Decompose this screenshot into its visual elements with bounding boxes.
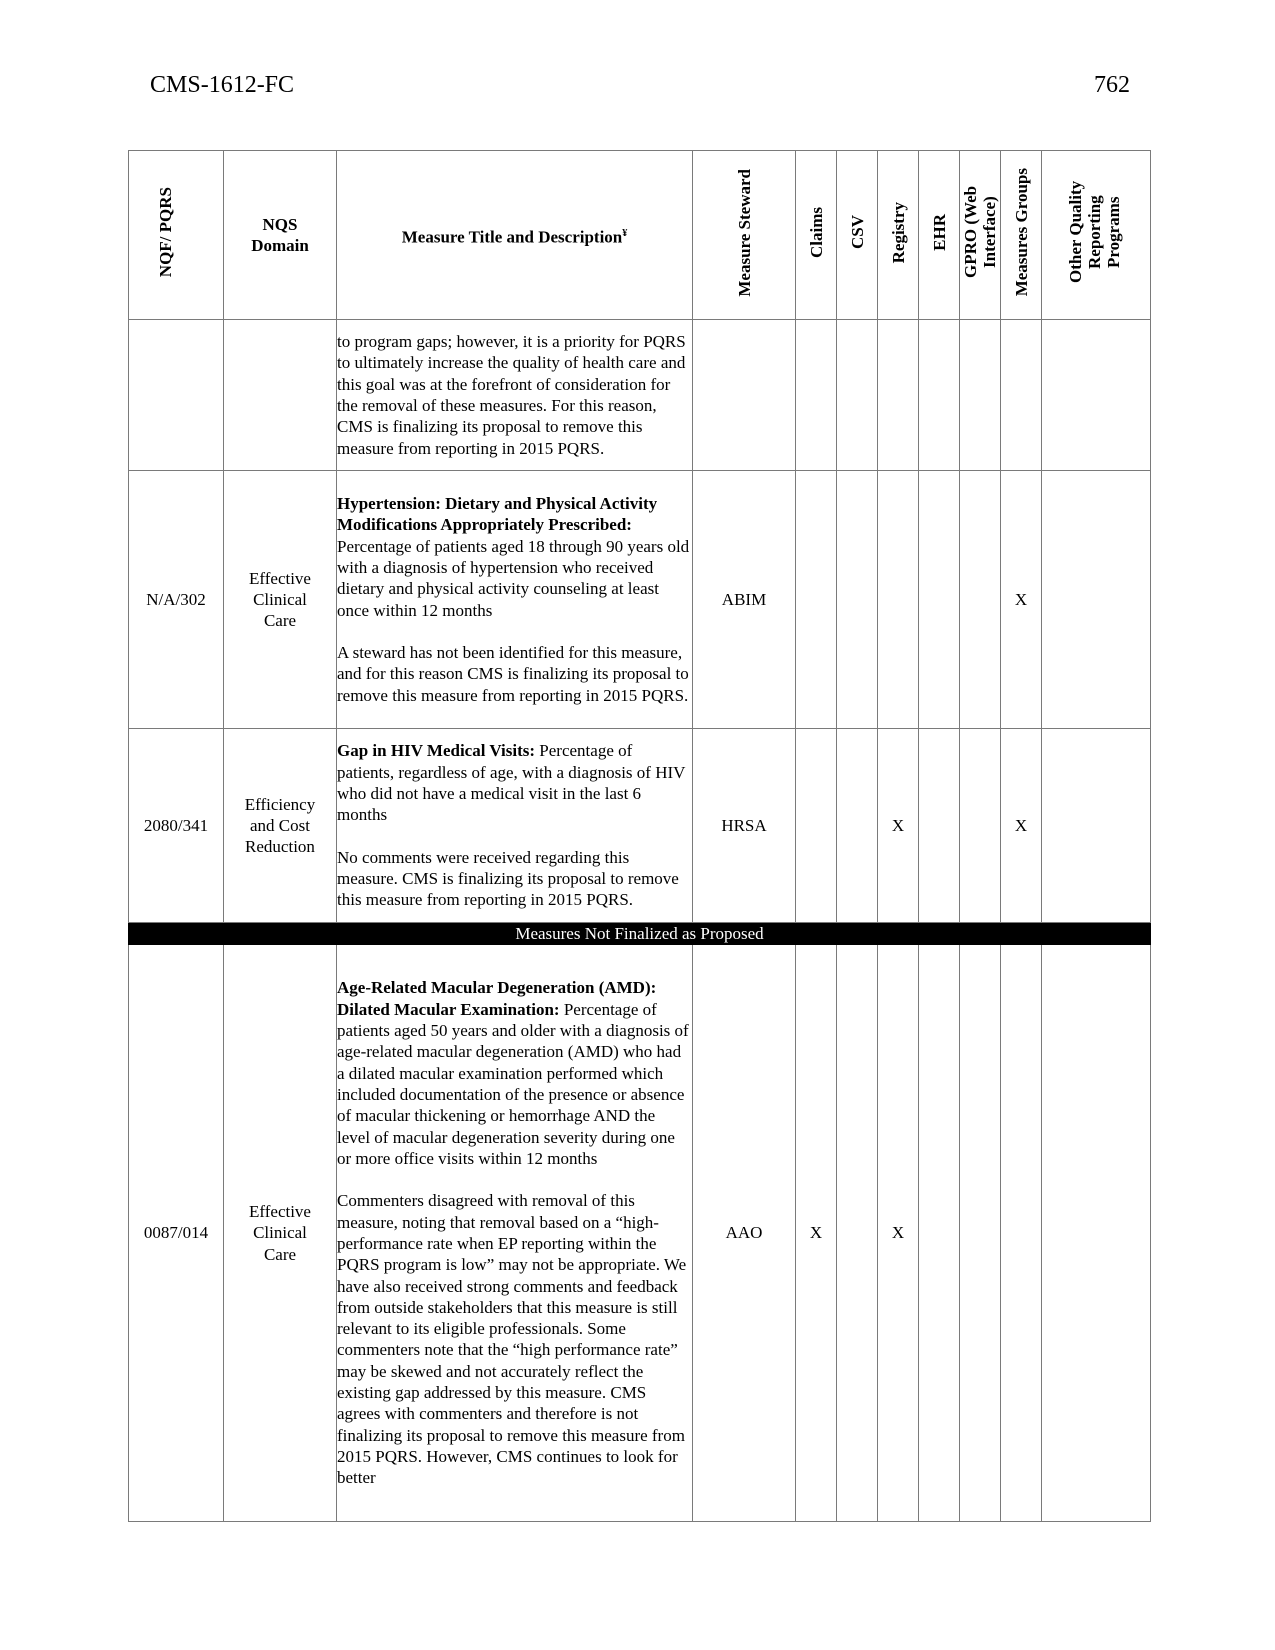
measure-comment: to program gaps; however, it is a priority for PQRS to ultimately increase the quality of health care and this goal was at the forefront of consideration for the removal of these measures. For this reason, CMS is finalizing its proposal to remove this measure from reporting in 2015 PQRS.	[337, 332, 686, 458]
gpro-cell	[960, 471, 1001, 729]
table-row	[129, 945, 1151, 1522]
col-header-nqf-pqrs: NQF/ PQRS	[129, 151, 224, 320]
col-header-registry: Registry	[878, 151, 919, 320]
csv-cell	[837, 729, 878, 923]
registry-cell	[878, 471, 919, 729]
measures-groups-cell: X	[1001, 471, 1042, 729]
page-header	[150, 72, 1130, 106]
table-row	[129, 729, 1151, 923]
nqf-pqrs-cell: 0087/014	[129, 945, 224, 1522]
other-programs-cell	[1042, 320, 1151, 471]
col-header-ehr: EHR	[919, 151, 960, 320]
claims-cell	[796, 471, 837, 729]
measure-description-cell	[337, 729, 693, 923]
yen-footnote-mark: ¥	[622, 227, 628, 239]
measure-comment: A steward has not been identified for this measure, and for this reason CMS is finalizing its proposal to remove this measure from reporting in 2015 PQRS.	[337, 643, 689, 705]
steward-cell: ABIM	[693, 471, 796, 729]
table-row	[129, 471, 1151, 729]
claims-cell: X	[796, 945, 837, 1522]
claims-cell	[796, 320, 837, 471]
col-header-claims: Claims	[796, 151, 837, 320]
ehr-cell	[919, 471, 960, 729]
measure-desc: Percentage of patients aged 18 through 90 years old with a diagnosis of hypertension who received dietary and physical activity counseling at least once within 12 months	[337, 536, 690, 620]
col-header-csv: CSV	[837, 151, 878, 320]
nqf-pqrs-cell	[129, 320, 224, 471]
csv-cell	[837, 471, 878, 729]
csv-cell	[837, 320, 878, 471]
measures-table	[128, 150, 1151, 1522]
registry-cell: X	[878, 945, 919, 1522]
ehr-cell	[919, 729, 960, 923]
gpro-cell	[960, 729, 1001, 923]
gpro-cell	[960, 320, 1001, 471]
nqf-pqrs-cell: 2080/341	[129, 729, 224, 923]
measures-groups-cell	[1001, 945, 1042, 1522]
table-row	[129, 320, 1151, 471]
measure-description-cell	[337, 471, 693, 729]
steward-cell: HRSA	[693, 729, 796, 923]
measure-title: Gap in HIV Medical Visits:	[337, 741, 536, 761]
other-programs-cell	[1042, 729, 1151, 923]
measure-comment: Commenters disagreed with removal of this measure, noting that removal based on a “high-performance rate when EP reporting within the PQRS program is low” may not be appropriate. We have also received strong comments and feedback from outside stakeholders that this measure is still relevant to its eligible professionals. Some commenters note that the “high performance rate” may be skewed and not accurately reflect the existing gap addressed by this measure. CMS agrees with commenters and therefore is not finalizing its proposal to remove this measure from 2015 PQRS. However, CMS continues to look for better	[337, 1191, 687, 1488]
domain-cell	[224, 320, 337, 471]
col-header-measures-groups: Measures Groups	[1001, 151, 1042, 320]
measure-description-cell	[337, 320, 693, 471]
ehr-cell	[919, 945, 960, 1522]
registry-cell: X	[878, 729, 919, 923]
measure-description-cell	[337, 945, 693, 1522]
section-divider-row	[129, 923, 1151, 945]
steward-cell: AAO	[693, 945, 796, 1522]
nqf-pqrs-cell: N/A/302	[129, 471, 224, 729]
measure-title: Hypertension: Dietary and Physical Activity Modifications Appropriately Prescribed:	[337, 494, 658, 535]
measures-groups-cell: X	[1001, 729, 1042, 923]
section-label: Measures Not Finalized as Proposed	[129, 923, 1151, 945]
page-number: 762	[1094, 72, 1130, 98]
col-header-nqs-domain: NQS Domain	[224, 151, 337, 320]
col-header-other-programs: Other Quality Reporting Programs	[1042, 151, 1151, 320]
registry-cell	[878, 320, 919, 471]
table-header-row	[129, 151, 1151, 320]
domain-cell: Effective Clinical Care	[224, 471, 337, 729]
measure-comment: No comments were received regarding this measure. CMS is finalizing its proposal to remove this measure from reporting in 2015 PQRS.	[337, 847, 679, 910]
measure-desc: Percentage of patients aged 50 years and older with a diagnosis of age-related macular degeneration (AMD) who had a dilated macular examination performed which included documentation of the presence or absence of macular thickening or hemorrhage AND the level of macular degeneration severity during one or more office visits within 12 months	[337, 999, 689, 1168]
col-header-measure-steward: Measure Steward	[693, 151, 796, 320]
claims-cell	[796, 729, 837, 923]
measure-title: Age-Related Macular Degeneration (AMD): Dilated Macular Examination:	[337, 978, 657, 1019]
domain-cell: Effective Clinical Care	[224, 945, 337, 1522]
other-programs-cell	[1042, 945, 1151, 1522]
csv-cell	[837, 945, 878, 1522]
steward-cell	[693, 320, 796, 471]
domain-cell: Efficiency and Cost Reduction	[224, 729, 337, 923]
col-header-gpro: GPRO (Web Interface)	[960, 151, 1001, 320]
measures-groups-cell	[1001, 320, 1042, 471]
col-header-measure-title: Measure Title and Description¥	[337, 151, 693, 320]
gpro-cell	[960, 945, 1001, 1522]
other-programs-cell	[1042, 471, 1151, 729]
measure-desc: Percentage of patients, regardless of age, with a diagnosis of HIV who did not have a medical visit in the last 6 months	[337, 741, 686, 825]
document-id: CMS-1612-FC	[150, 72, 295, 98]
ehr-cell	[919, 320, 960, 471]
